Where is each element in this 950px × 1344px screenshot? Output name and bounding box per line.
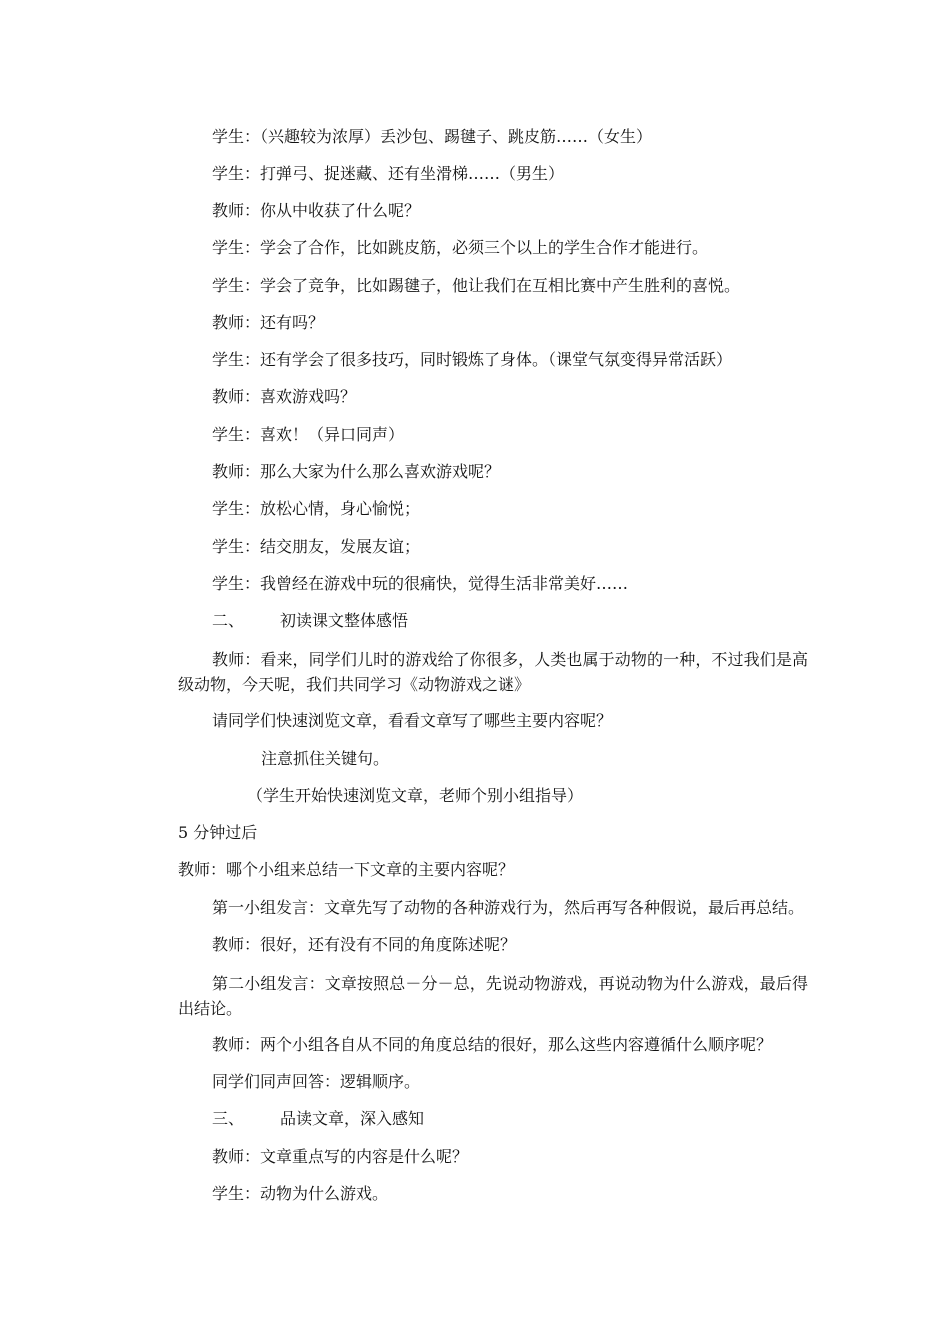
- section-heading-3: [212, 1108, 424, 1130]
- section-title: 品读文章，深入感知: [280, 1109, 425, 1128]
- dialogue-line: 教师：很好，还有没有不同的角度陈述呢？: [212, 935, 517, 954]
- dialogue-line: 学生：（兴趣较为浓厚）丢沙包、踢毽子、跳皮筋……（女生）: [212, 127, 653, 146]
- dialogue-line: 教师：你从中收获了什么呢？: [212, 201, 421, 220]
- dialogue-line: 学生：学会了合作，比如跳皮筋，必须三个以上的学生合作才能进行。: [212, 238, 709, 257]
- dialogue-line: 第一小组发言：文章先写了动物的各种游戏行为，然后再写各种假说，最后再总结。: [212, 898, 805, 917]
- section-number: 三、: [212, 1109, 245, 1128]
- dialogue-line: 教师：还有吗？: [212, 313, 325, 332]
- section-heading-2: [212, 610, 408, 632]
- group2-paragraph: 第二小组发言：文章按照总－分－总，先说动物游戏，再说动物为什么游戏，最后得出结论。: [178, 974, 808, 1018]
- dialogue-line: 教师：哪个小组来总结一下文章的主要内容呢？: [178, 860, 515, 879]
- section-title: 初读课文整体感悟: [280, 611, 409, 630]
- dialogue-line: 学生：还有学会了很多技巧，同时锻炼了身体。（课堂气氛变得异常活跃）: [212, 350, 733, 369]
- dialogue-line: 学生：放松心情，身心愉悦；: [212, 499, 421, 518]
- stage-direction-line: （学生开始快速浏览文章，老师个别小组指导）: [247, 786, 584, 805]
- dialogue-line: 教师：喜欢游戏吗？: [212, 387, 357, 406]
- dialogue-line: 教师：那么大家为什么那么喜欢游戏呢？: [212, 462, 501, 481]
- dialogue-line: 学生：喜欢！（异口同声）: [212, 425, 405, 444]
- instruction-line: 注意抓住关键句。: [261, 749, 390, 768]
- dialogue-line: 学生：打弹弓、捉迷藏、还有坐滑梯……（男生）: [212, 164, 565, 183]
- dialogue-line: 学生：学会了竞争，比如踢毽子，他让我们在互相比赛中产生胜利的喜悦。: [212, 276, 741, 295]
- dialogue-line: 学生：动物为什么游戏。: [212, 1184, 389, 1203]
- dialogue-line: 教师：两个小组各自从不同的角度总结的很好，那么这些内容遵循什么顺序呢？: [212, 1035, 773, 1054]
- dialogue-line: 学生：结交朋友，发展友谊；: [212, 537, 421, 556]
- teacher-intro-paragraph: 教师：看来，同学们儿时的游戏给了你很多，人类也属于动物的一种，不过我们是高级动物，今天呢，我们共同学习《动物游戏之谜》: [178, 650, 808, 694]
- section-number: 二、: [212, 611, 245, 630]
- time-note-line: 5 分钟过后: [178, 823, 258, 842]
- dialogue-line: 同学们同声回答：逻辑顺序。: [212, 1072, 421, 1091]
- dialogue-line: 教师：文章重点写的内容是什么呢？: [212, 1147, 469, 1166]
- instruction-line: 请同学们快速浏览文章，看看文章写了哪些主要内容呢？: [212, 711, 613, 730]
- dialogue-line: 学生：我曾经在游戏中玩的很痛快，觉得生活非常美好……: [212, 574, 629, 593]
